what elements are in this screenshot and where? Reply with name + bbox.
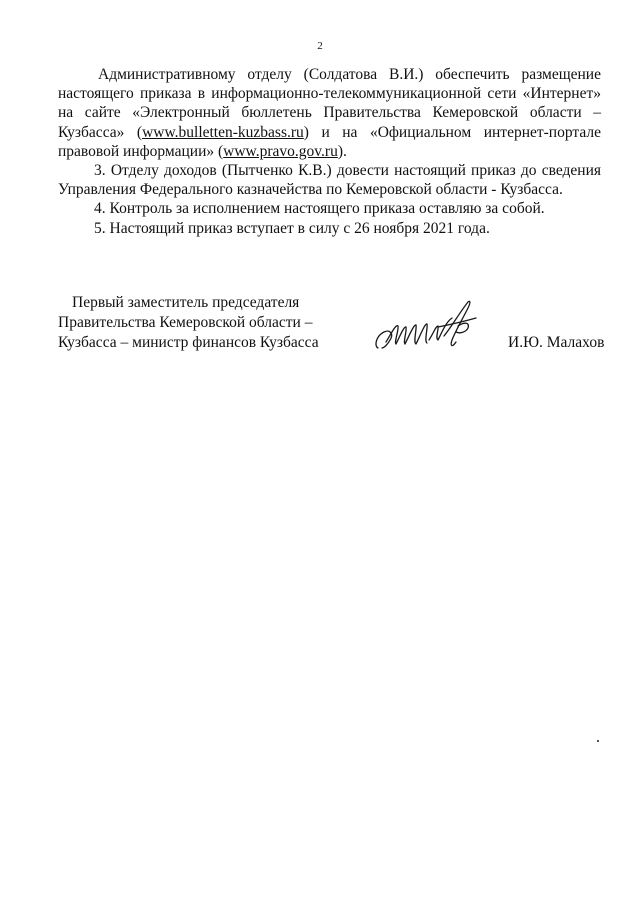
paragraph-publication-text-end: ).	[337, 142, 347, 160]
paragraph-control: 4. Контроль за исполнением настоящего приказа оставляю за собой.	[94, 200, 545, 218]
paragraph-publication	[58, 65, 601, 161]
scan-speck	[597, 740, 599, 742]
bulletin-link[interactable]: www.bulletten-kuzbass.ru	[142, 123, 304, 141]
signatory-line-3: Кузбасса – министр финансов Кузбасса	[58, 333, 319, 351]
page-number: 2	[317, 40, 323, 52]
signer-name: И.Ю. Малахов	[508, 334, 605, 351]
document-body	[58, 65, 601, 238]
paragraph-income-department: 3. Отделу доходов (Пытченко К.В.) довести настоящий приказ до сведения Управления Федерального казначейства по Кемеровской области - Кузбасса.	[58, 162, 601, 199]
signatory-title	[58, 293, 319, 352]
paragraph-effective-date: 5. Настоящий приказ вступает в силу с 26 ноября 2021 года.	[94, 219, 490, 237]
signatory-line-1: Первый заместитель председателя	[72, 294, 300, 311]
paragraph-publication-text-start: Административному отделу (Солдатова В.И.) обеспечить размещение настоящего приказа в информационно-телекоммуникационной сети «Интернет» на сайте «Электронный бюллетень Правительства Кемеровской области – Кузбасса» (	[58, 66, 601, 141]
handwritten-signature	[372, 296, 482, 356]
pravo-link[interactable]: www.pravo.gov.ru	[223, 142, 338, 160]
paragraph-publication-text-middle: ) и на «Официальном интернет-портале правовой информации» (	[58, 123, 601, 160]
signatory-line-2: Правительства Кемеровской области –	[58, 313, 313, 331]
